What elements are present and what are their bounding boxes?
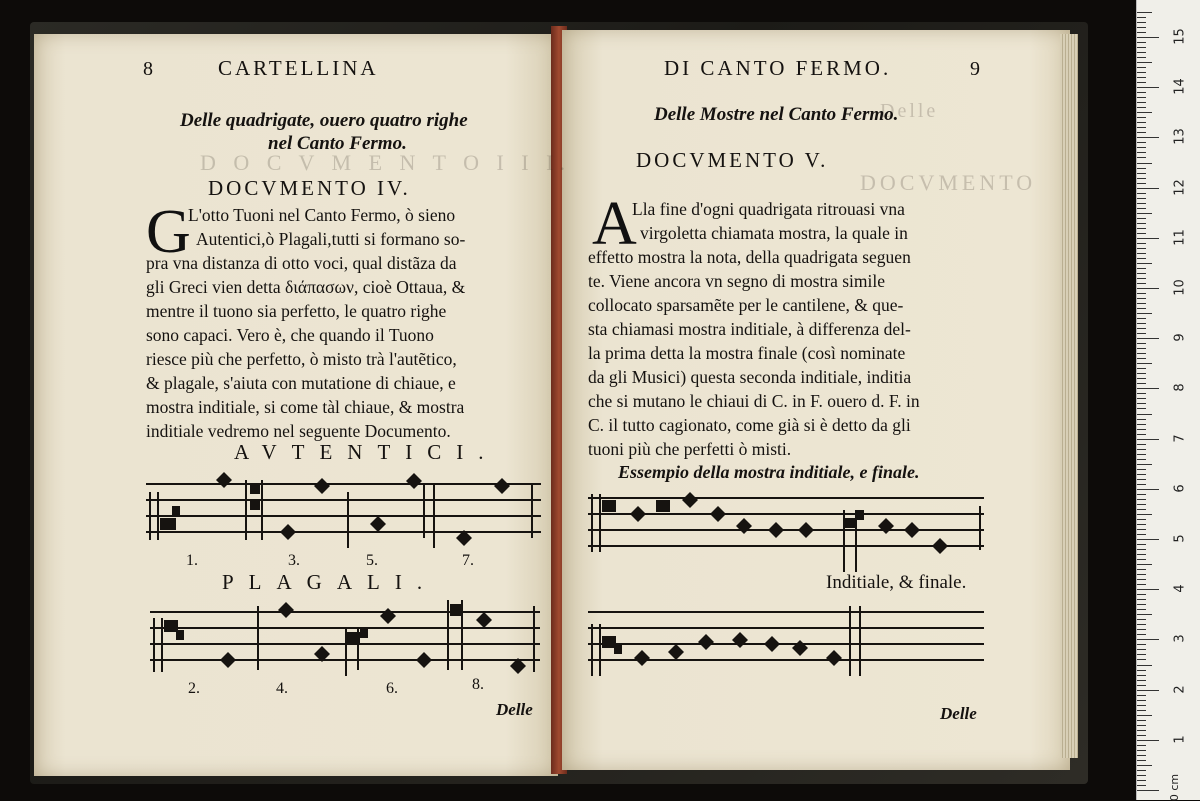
ruler-tick — [1137, 388, 1159, 389]
ruler-tick — [1137, 313, 1152, 314]
ruler-tick — [1137, 168, 1146, 169]
ruler-tick — [1137, 263, 1152, 264]
ruler-tick — [1137, 524, 1146, 525]
example-caption-right: Essempio della mostra inditiale, e finale. — [618, 462, 920, 482]
ruler-tick — [1137, 414, 1152, 415]
ruler-number: 4 — [1172, 584, 1188, 593]
ruler-number: 7 — [1172, 433, 1188, 443]
ruler-number: 12 — [1172, 178, 1188, 196]
ruler-tick — [1137, 92, 1146, 93]
ruler-tick — [1137, 604, 1146, 605]
ruler-tick — [1137, 368, 1146, 369]
ruler-tick — [1137, 253, 1146, 254]
ruler-tick — [1137, 685, 1146, 686]
example-label-plagali: PLAGALI. — [222, 570, 438, 594]
ruler-tick — [1137, 348, 1146, 349]
ruler-tick — [1137, 654, 1146, 655]
ruler-tick — [1137, 27, 1146, 28]
mode-number: 5. — [366, 552, 378, 569]
ruler-tick — [1137, 675, 1146, 676]
ruler-tick — [1137, 12, 1152, 13]
ruler-tick — [1137, 338, 1159, 339]
ruler-tick — [1137, 755, 1146, 756]
show-through-text: D O C V M E N T O I I I. — [200, 150, 571, 175]
ruler-tick — [1137, 649, 1146, 650]
ruler-tick — [1137, 609, 1146, 610]
document-heading-right: DOCVMENTO V. — [636, 148, 829, 172]
ruler-tick — [1137, 293, 1146, 294]
ruler-tick — [1137, 188, 1159, 189]
example-label-autentici: AVTENTICI. — [234, 440, 499, 464]
ruler-tick — [1137, 514, 1152, 515]
ruler-tick — [1137, 464, 1152, 465]
mode-number: 7. — [462, 552, 474, 569]
ruler-tick — [1137, 750, 1146, 751]
ruler-tick — [1137, 248, 1146, 249]
ruler-tick — [1137, 659, 1146, 660]
ruler-tick — [1137, 644, 1146, 645]
ruler-tick — [1137, 72, 1146, 73]
ruler-tick — [1137, 489, 1159, 490]
ruler-tick — [1137, 760, 1146, 761]
ruler-tick — [1137, 619, 1146, 620]
page-edges — [1060, 34, 1078, 758]
ruler-tick — [1137, 424, 1146, 425]
music-staff-mostra-1 — [588, 492, 984, 572]
ruler-tick — [1137, 132, 1146, 133]
ruler-tick — [1137, 288, 1159, 289]
ruler-tick — [1137, 534, 1146, 535]
ruler-tick — [1137, 343, 1146, 344]
ruler-tick — [1137, 579, 1146, 580]
mode-number: 4. — [276, 680, 288, 697]
page-number-left: 8 — [143, 58, 153, 80]
ruler-tick — [1137, 37, 1159, 38]
ruler-tick — [1137, 203, 1146, 204]
ruler-tick — [1137, 780, 1146, 781]
example-label-right: Inditiale, & finale. — [826, 572, 967, 593]
ruler-tick — [1137, 152, 1146, 153]
ruler-tick — [1137, 303, 1146, 304]
ruler-tick — [1137, 569, 1146, 570]
measuring-ruler — [1136, 0, 1200, 800]
body-line: sta chiamasi mostra inditiale, à differenza del- — [588, 319, 911, 339]
running-head-right: DI CANTO FERMO. — [664, 56, 892, 80]
ruler-tick — [1137, 268, 1146, 269]
body-line: pra vna distanza di otto voci, qual distãza da — [146, 253, 457, 273]
body-line: Lla fine d'ogni quadrigata ritrouasi vna — [632, 199, 905, 219]
mode-number: 2. — [188, 680, 200, 697]
ruler-tick — [1137, 223, 1146, 224]
show-through-text: DOCVMENTO — [860, 170, 1037, 195]
ruler-tick — [1137, 157, 1146, 158]
ruler-number: 14 — [1172, 78, 1188, 95]
body-line: mostra inditiale, si come tàl chiaue, & mostra — [146, 397, 465, 417]
ruler-tick — [1137, 298, 1146, 299]
body-line: riesce più che perfetto, ò misto trà l'autẽtico, — [146, 349, 457, 369]
ruler-tick — [1137, 218, 1146, 219]
ruler-tick — [1137, 142, 1146, 143]
ruler-tick — [1137, 770, 1146, 771]
ruler-tick — [1137, 670, 1146, 671]
ruler-tick — [1137, 624, 1146, 625]
ruler-tick — [1137, 735, 1146, 736]
ruler-tick — [1137, 419, 1146, 420]
body-line: L'otto Tuoni nel Canto Fermo, ò sieno — [188, 205, 456, 225]
ruler-tick — [1137, 449, 1146, 450]
ruler-tick — [1137, 52, 1146, 53]
ruler-tick — [1137, 308, 1146, 309]
ruler-tick — [1137, 193, 1146, 194]
ruler-tick — [1137, 549, 1146, 550]
ruler-tick — [1137, 454, 1146, 455]
ruler-number: 13 — [1172, 128, 1188, 146]
ruler-tick — [1137, 408, 1146, 409]
body-line: sono capaci. Vero è, che quando il Tuono — [146, 325, 434, 345]
running-head-left: CARTELLINA — [218, 56, 379, 80]
ruler-tick — [1137, 519, 1146, 520]
ruler-tick — [1137, 629, 1146, 630]
ruler-number: 10 — [1172, 279, 1188, 296]
ruler-tick — [1137, 32, 1146, 33]
ruler-tick — [1137, 584, 1146, 585]
ruler-tick — [1137, 544, 1146, 545]
ruler-tick — [1137, 213, 1152, 214]
ruler-tick — [1137, 198, 1146, 199]
catchword-left: Delle — [496, 700, 533, 719]
ruler-number: 1 — [1172, 735, 1188, 744]
ruler-tick — [1137, 715, 1152, 716]
ruler-tick — [1137, 745, 1146, 746]
ruler-tick — [1137, 42, 1146, 43]
ruler-tick — [1137, 529, 1146, 530]
ruler-tick — [1137, 333, 1146, 334]
ruler-tick — [1137, 258, 1146, 259]
drop-cap-left: G — [146, 198, 191, 266]
ruler-tick — [1137, 117, 1146, 118]
ruler-tick — [1137, 62, 1152, 63]
ruler-tick — [1137, 122, 1146, 123]
ruler-tick — [1137, 484, 1146, 485]
ruler-tick — [1137, 444, 1146, 445]
ruler-tick — [1137, 47, 1146, 48]
ruler-tick — [1137, 439, 1159, 440]
ruler-tick — [1137, 353, 1146, 354]
ruler-tick — [1137, 403, 1146, 404]
ruler-tick — [1137, 504, 1146, 505]
mode-number: 1. — [186, 552, 198, 569]
mode-number: 3. — [288, 552, 300, 569]
ruler-tick — [1137, 393, 1146, 394]
ruler-tick — [1137, 238, 1159, 239]
mode-number: 6. — [386, 680, 398, 697]
ruler-tick — [1137, 57, 1146, 58]
ruler-tick — [1137, 373, 1146, 374]
ruler-tick — [1137, 398, 1146, 399]
body-line: collocato sparsamẽte per le cantilene, & que- — [588, 295, 904, 315]
ruler-unit-label: 0 cm — [1168, 773, 1182, 801]
ruler-tick — [1137, 278, 1146, 279]
ruler-tick — [1137, 775, 1146, 776]
ruler-tick — [1137, 273, 1146, 274]
ruler-tick — [1137, 765, 1152, 766]
document-heading-left: DOCVMENTO IV. — [208, 176, 411, 200]
ruler-tick — [1137, 328, 1146, 329]
ruler-tick — [1137, 494, 1146, 495]
ruler-tick — [1137, 740, 1159, 741]
ruler-number: 2 — [1172, 684, 1188, 694]
ruler-tick — [1137, 720, 1146, 721]
body-line: Autentici,ò Plagali,tutti si formano so- — [196, 229, 466, 249]
ruler-tick — [1137, 87, 1159, 88]
ruler-tick — [1137, 474, 1146, 475]
ruler-tick — [1137, 147, 1146, 148]
ruler-tick — [1137, 233, 1146, 234]
ruler-tick — [1137, 17, 1146, 18]
ruler-tick — [1137, 785, 1146, 786]
ruler-tick — [1137, 665, 1152, 666]
page-number-right: 9 — [970, 58, 980, 80]
ruler-tick — [1137, 594, 1146, 595]
ruler-tick — [1137, 208, 1146, 209]
ruler-tick — [1137, 97, 1146, 98]
body-line: la prima detta la mostra finale (così nominate — [588, 343, 906, 363]
body-line: da gli Musici) questa seconda inditiale, inditia — [588, 367, 912, 387]
ruler-tick — [1137, 479, 1146, 480]
ruler-tick — [1137, 695, 1146, 696]
section-title-left-line1: Delle quadrigate, ouero quatro righe — [180, 110, 468, 131]
ruler-tick — [1137, 554, 1146, 555]
ruler-tick — [1137, 178, 1146, 179]
ruler-tick — [1137, 173, 1146, 174]
ruler-tick — [1137, 509, 1146, 510]
ruler-tick — [1137, 102, 1146, 103]
ruler-tick — [1137, 363, 1152, 364]
ruler-tick — [1137, 77, 1146, 78]
ruler-tick — [1137, 127, 1146, 128]
ruler-tick — [1137, 82, 1146, 83]
ruler-tick — [1137, 243, 1146, 244]
ruler-tick — [1137, 564, 1152, 565]
ruler-tick — [1137, 378, 1146, 379]
ruler-tick — [1137, 22, 1146, 23]
body-line: effetto mostra la nota, della quadrigata seguen — [588, 247, 911, 267]
ruler-tick — [1137, 112, 1152, 113]
ruler-tick — [1137, 383, 1146, 384]
body-line: C. il tutto cagionato, come già si è detto da gli — [588, 415, 911, 435]
body-line: te. Viene ancora vn segno di mostra simile — [588, 271, 886, 291]
ruler-tick — [1137, 614, 1152, 615]
ruler-tick — [1137, 710, 1146, 711]
music-staff-autentici — [146, 472, 541, 552]
ruler-tick — [1137, 589, 1159, 590]
ruler-number: 15 — [1172, 28, 1188, 45]
ruler-number: 6 — [1172, 484, 1188, 493]
music-staff-plagali — [150, 600, 540, 680]
body-line: mentre il tuono sia perfetto, le quatro righe — [146, 301, 447, 321]
catchword-right: Delle — [940, 704, 977, 723]
ruler-tick — [1137, 429, 1146, 430]
ruler-tick — [1137, 228, 1146, 229]
ruler-tick — [1137, 639, 1159, 640]
ruler-tick — [1137, 599, 1146, 600]
ruler-number: 11 — [1172, 229, 1188, 246]
ruler-tick — [1137, 634, 1146, 635]
ruler-tick — [1137, 434, 1146, 435]
ruler-tick — [1137, 459, 1146, 460]
body-line: & plagale, s'aiuta con mutatione di chiaue, e — [146, 373, 456, 393]
ruler-tick — [1137, 559, 1146, 560]
ruler-number: 3 — [1172, 634, 1188, 644]
ruler-tick — [1137, 574, 1146, 575]
ruler-tick — [1137, 680, 1146, 681]
ruler-tick — [1137, 318, 1146, 319]
ruler-tick — [1137, 539, 1159, 540]
mode-number: 8. — [472, 676, 484, 693]
ruler-tick — [1137, 725, 1146, 726]
body-line: inditiale vedremo nel seguente Documento. — [146, 421, 451, 441]
body-line: gli Greci vien detta διάπασων, cioè Ottaua, & — [146, 277, 466, 297]
ruler-number: 8 — [1172, 383, 1188, 393]
body-line: che si mutano le chiaui di C. in F. ouero d. F. in — [588, 391, 920, 411]
ruler-tick — [1137, 499, 1146, 500]
ruler-tick — [1137, 358, 1146, 359]
ruler-tick — [1137, 705, 1146, 706]
show-through-text: Delle — [880, 100, 939, 122]
body-line: virgoletta chiamata mostra, la quale in — [640, 223, 908, 243]
drop-cap-right: A — [592, 190, 637, 258]
section-title-right: Delle Mostre nel Canto Fermo. — [654, 104, 899, 125]
ruler-tick — [1137, 790, 1159, 791]
ruler-tick — [1137, 67, 1146, 68]
ruler-tick — [1137, 183, 1146, 184]
ruler-tick — [1137, 283, 1146, 284]
ruler-number: 5 — [1172, 534, 1188, 543]
ruler-tick — [1137, 700, 1146, 701]
ruler-tick — [1137, 137, 1159, 138]
ruler-tick — [1137, 469, 1146, 470]
ruler-tick — [1137, 730, 1146, 731]
ruler-tick — [1137, 107, 1146, 108]
body-line: tuoni più che perfetti ò misti. — [588, 439, 792, 459]
section-title-left-line2: nel Canto Fermo. — [268, 133, 407, 154]
ruler-tick — [1137, 690, 1159, 691]
ruler-number: 9 — [1172, 333, 1188, 342]
ruler-tick — [1137, 163, 1152, 164]
music-staff-mostra-2 — [588, 606, 984, 686]
ruler-tick — [1137, 323, 1146, 324]
